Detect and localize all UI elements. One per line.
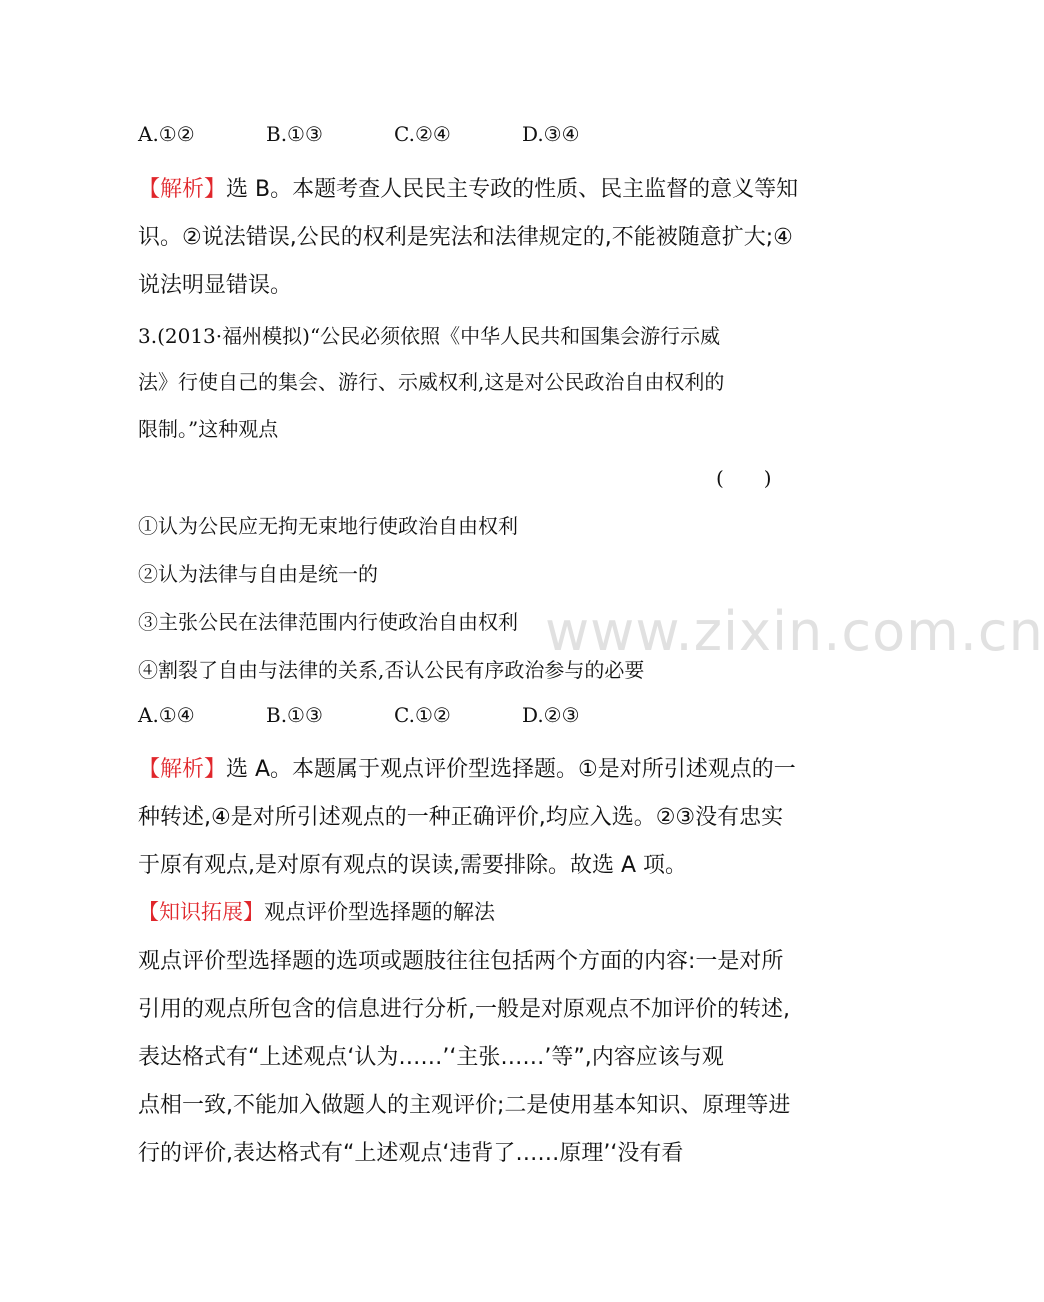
q3-stem-line-1: 3.(2013·福州模拟)“公民必须依照《中华人民共和国集会游行示威 xyxy=(138,324,721,348)
q2-option-d: D.③④ xyxy=(522,122,580,146)
extension-tag: 【知识拓展】 xyxy=(138,900,264,924)
q3-statement-1: ①认为公民应无拘无束地行使政治自由权利 xyxy=(138,514,518,538)
q3-statement-4: ④割裂了自由与法律的关系,否认公民有序政治参与的必要 xyxy=(138,658,645,682)
analysis-text: 选 B。本题考查人民民主专政的性质、民主监督的意义等知 xyxy=(226,177,799,202)
q3-analysis-line-1 xyxy=(138,752,796,783)
q2-option-a: A.①② xyxy=(138,122,195,146)
watermark: www.zixin.com.cn xyxy=(545,600,1044,663)
extension-line-2: 引用的观点所包含的信息进行分析,一般是对原观点不加评价的转述, xyxy=(138,997,790,1022)
q3-statement-2: ②认为法律与自由是统一的 xyxy=(138,562,378,586)
q2-option-b: B.①③ xyxy=(266,122,323,146)
q2-option-c: C.②④ xyxy=(394,122,451,146)
extension-line-5: 行的评价,表达格式有“上述观点‘违背了……原理’‘没有看 xyxy=(138,1141,684,1166)
q2-options xyxy=(138,122,580,146)
q3-stem-line-2: 法》行使自己的集会、游行、示威权利,这是对公民政治自由权利的 xyxy=(138,370,725,394)
q2-analysis-line-3: 说法明显错误。 xyxy=(138,273,293,298)
extension-heading xyxy=(138,896,495,926)
extension-line-4: 点相一致,不能加入做题人的主观评价;二是使用基本知识、原理等进 xyxy=(138,1093,791,1118)
extension-line-1: 观点评价型选择题的选项或题肢往往包括两个方面的内容:一是对所 xyxy=(138,949,784,974)
analysis-tag: 【解析】 xyxy=(138,757,227,782)
extension-line-3: 表达格式有“上述观点‘认为……’‘主张……’等”,内容应该与观 xyxy=(138,1045,724,1070)
q3-analysis-line-3: 于原有观点,是对原有观点的误读,需要排除。故选 A 项。 xyxy=(138,853,688,878)
q2-analysis-line-1 xyxy=(138,172,798,203)
q3-statement-3: ③主张公民在法律范围内行使政治自由权利 xyxy=(138,610,518,634)
analysis-text: 选 A。本题属于观点评价型选择题。①是对所引述观点的一 xyxy=(226,757,796,782)
extension-title: 观点评价型选择题的解法 xyxy=(264,900,495,924)
q3-option-d: D.②③ xyxy=(522,703,580,727)
q3-option-a: A.①④ xyxy=(138,703,195,727)
q3-analysis-line-2: 种转述,④是对所引述观点的一种正确评价,均应入选。②③没有忠实 xyxy=(138,805,784,830)
q3-option-c: C.①② xyxy=(394,703,451,727)
q3-option-b: B.①③ xyxy=(266,703,323,727)
analysis-tag: 【解析】 xyxy=(138,177,227,202)
q2-analysis-line-2: 识。②说法错误,公民的权利是宪法和法律规定的,不能被随意扩大;④ xyxy=(138,225,793,250)
q3-stem-line-3: 限制。”这种观点 xyxy=(138,417,279,441)
q3-options xyxy=(138,703,580,727)
answer-paren: ( ) xyxy=(716,466,772,490)
